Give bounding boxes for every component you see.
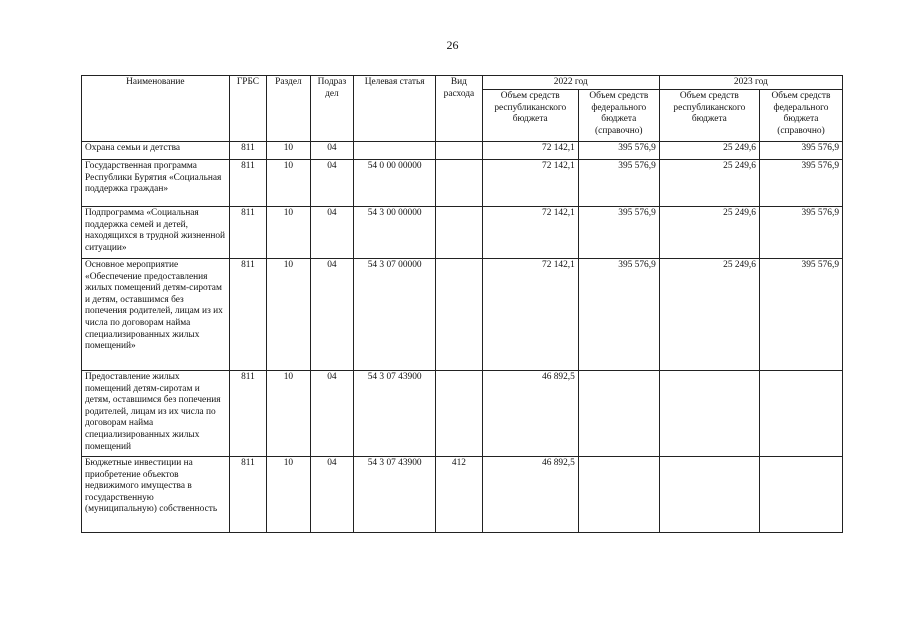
header-2022-republic: Объем средств республиканского бюджета xyxy=(482,90,578,142)
cell-2023-federal xyxy=(759,457,842,533)
cell-expense-type xyxy=(436,371,483,457)
cell-section: 10 xyxy=(267,160,311,207)
cell-2022-republic: 72 142,1 xyxy=(482,142,578,160)
cell-expense-type xyxy=(436,160,483,207)
cell-2023-republic: 25 249,6 xyxy=(659,142,759,160)
cell-grbs: 811 xyxy=(229,371,266,457)
cell-2023-republic xyxy=(659,371,759,457)
cell-target: 54 3 07 43900 xyxy=(354,371,436,457)
cell-2023-federal: 395 576,9 xyxy=(759,259,842,371)
budget-table xyxy=(81,75,843,533)
cell-target: 54 3 07 00000 xyxy=(354,259,436,371)
header-grbs: ГРБС xyxy=(229,76,266,142)
cell-target xyxy=(354,142,436,160)
cell-2022-republic: 46 892,5 xyxy=(482,371,578,457)
header-name: Наименование xyxy=(82,76,230,142)
header-subsection: Подраз дел xyxy=(310,76,354,142)
cell-grbs: 811 xyxy=(229,207,266,259)
header-expense-type: Вид расхода xyxy=(436,76,483,142)
cell-2022-republic: 72 142,1 xyxy=(482,207,578,259)
header-year-2023: 2023 год xyxy=(659,76,842,90)
table-row xyxy=(82,207,843,259)
cell-2022-federal xyxy=(578,371,659,457)
cell-grbs: 811 xyxy=(229,160,266,207)
cell-2023-republic: 25 249,6 xyxy=(659,207,759,259)
cell-2023-republic: 25 249,6 xyxy=(659,259,759,371)
cell-name: Государственная программа Республики Бурятия «Социальная поддержка граждан» xyxy=(82,160,230,207)
cell-2023-republic: 25 249,6 xyxy=(659,160,759,207)
cell-target: 54 3 07 43900 xyxy=(354,457,436,533)
header-2023-republic: Объем средств республиканского бюджета xyxy=(659,90,759,142)
cell-subsection: 04 xyxy=(310,142,354,160)
cell-2023-federal: 395 576,9 xyxy=(759,160,842,207)
cell-2022-federal: 395 576,9 xyxy=(578,160,659,207)
header-2022-federal: Объем средств федерального бюджета (справочно) xyxy=(578,90,659,142)
cell-2022-republic: 72 142,1 xyxy=(482,259,578,371)
cell-section: 10 xyxy=(267,371,311,457)
cell-subsection: 04 xyxy=(310,259,354,371)
table-row xyxy=(82,259,843,371)
cell-grbs: 811 xyxy=(229,259,266,371)
header-2023-federal: Объем средств федерального бюджета (справочно) xyxy=(759,90,842,142)
cell-name: Бюджетные инвестиции на приобретение объектов недвижимого имущества в государственную (муниципальную) собственность xyxy=(82,457,230,533)
cell-name: Подпрограмма «Социальная поддержка семей и детей, находящихся в трудной жизненной ситуации» xyxy=(82,207,230,259)
cell-2023-federal xyxy=(759,371,842,457)
cell-2022-federal: 395 576,9 xyxy=(578,259,659,371)
cell-2022-republic: 46 892,5 xyxy=(482,457,578,533)
cell-target: 54 3 00 00000 xyxy=(354,207,436,259)
cell-grbs: 811 xyxy=(229,142,266,160)
table-row xyxy=(82,457,843,533)
cell-target: 54 0 00 00000 xyxy=(354,160,436,207)
page-number: 26 xyxy=(446,38,459,52)
cell-section: 10 xyxy=(267,457,311,533)
cell-expense-type xyxy=(436,142,483,160)
cell-2022-federal xyxy=(578,457,659,533)
table-row xyxy=(82,142,843,160)
cell-2023-federal: 395 576,9 xyxy=(759,142,842,160)
cell-2022-federal: 395 576,9 xyxy=(578,207,659,259)
cell-subsection: 04 xyxy=(310,207,354,259)
cell-2023-republic xyxy=(659,457,759,533)
cell-2023-federal: 395 576,9 xyxy=(759,207,842,259)
cell-section: 10 xyxy=(267,207,311,259)
cell-expense-type xyxy=(436,259,483,371)
cell-subsection: 04 xyxy=(310,457,354,533)
cell-subsection: 04 xyxy=(310,371,354,457)
cell-section: 10 xyxy=(267,142,311,160)
cell-name: Основное мероприятие «Обеспечение предоставления жилых помещений детям-сиротам и детям, оставшимся без попечения родителей, лицам из их числа по договорам найма специализированных жилых помещений» xyxy=(82,259,230,371)
header-row xyxy=(82,76,843,90)
header-year-2022: 2022 год xyxy=(482,76,659,90)
cell-name: Предоставление жилых помещений детям-сиротам и детям, оставшимся без попечения родителей, лицам из их числа по договорам найма специализированных жилых помещений xyxy=(82,371,230,457)
cell-name: Охрана семьи и детства xyxy=(82,142,230,160)
cell-subsection: 04 xyxy=(310,160,354,207)
table-row xyxy=(82,371,843,457)
table-row xyxy=(82,160,843,207)
cell-expense-type xyxy=(436,207,483,259)
cell-2022-federal: 395 576,9 xyxy=(578,142,659,160)
header-section: Раздел xyxy=(267,76,311,142)
cell-grbs: 811 xyxy=(229,457,266,533)
cell-section: 10 xyxy=(267,259,311,371)
cell-expense-type: 412 xyxy=(436,457,483,533)
header-target: Целевая статья xyxy=(354,76,436,142)
cell-2022-republic: 72 142,1 xyxy=(482,160,578,207)
